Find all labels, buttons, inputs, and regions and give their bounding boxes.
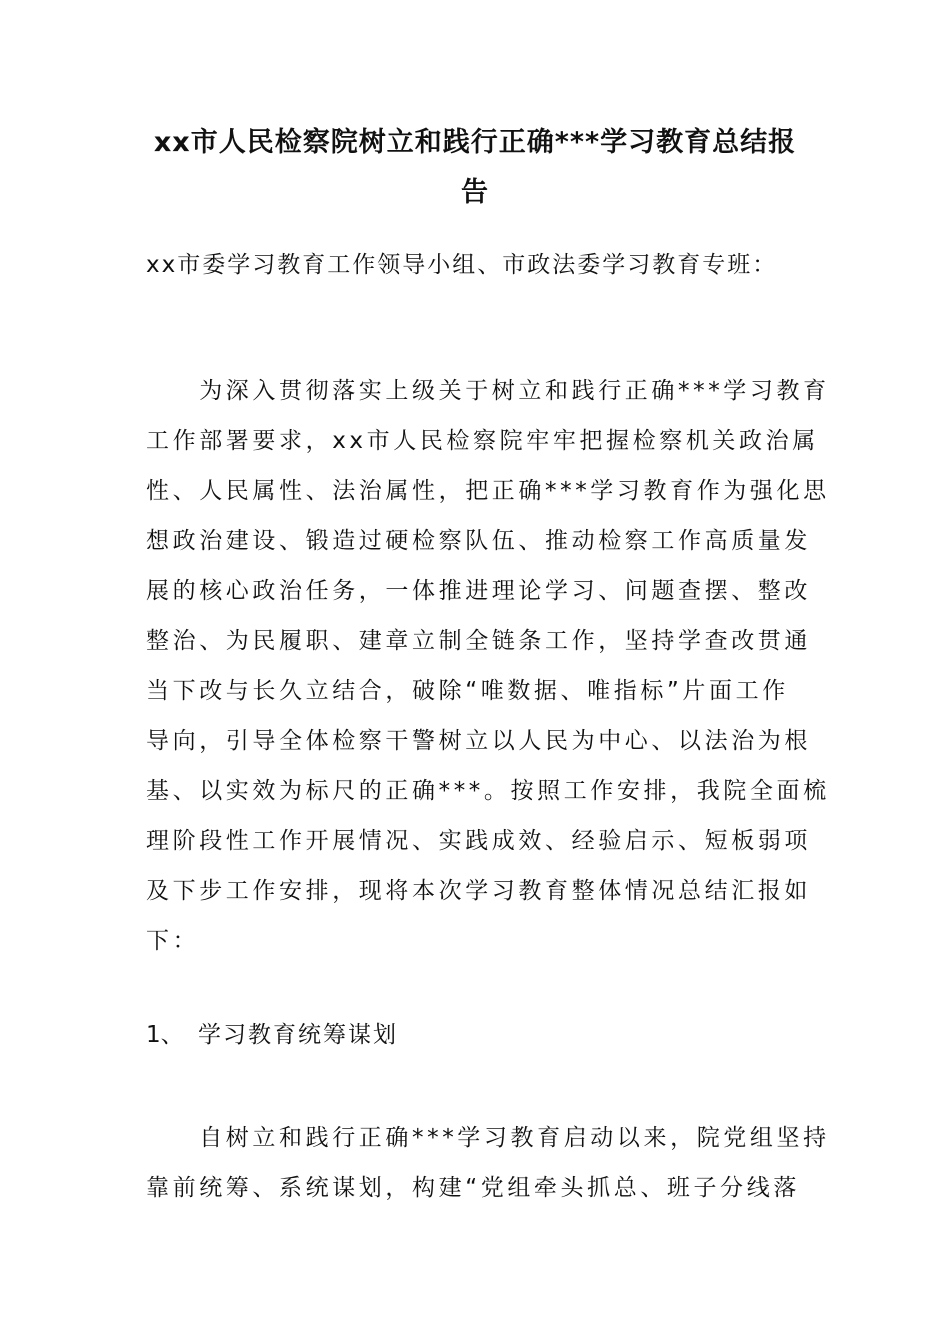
section-title: 学习教育统筹谋划 bbox=[198, 1022, 398, 1048]
section-heading bbox=[146, 1018, 398, 1052]
paragraph-line: 自树立和践行正确***学习教育启动以来，院党组坚持 bbox=[146, 1125, 830, 1151]
section-number: 1、 bbox=[146, 1022, 184, 1048]
paragraph-line: 性、人民属性、法治属性，把正确***学习教育作为强化思 bbox=[146, 478, 830, 504]
paragraph-line: 导向，引导全体检察干警树立以人民为中心、以法治为根 bbox=[146, 728, 811, 754]
paragraph-line: 理阶段性工作开展情况、实践成效、经验启示、短板弱项 bbox=[146, 828, 811, 854]
paragraph-line: 整治、为民履职、建章立制全链条工作，坚持学查改贯通 bbox=[146, 628, 811, 654]
title-line: 告 bbox=[461, 177, 489, 208]
paragraph-intro bbox=[146, 366, 830, 966]
paragraph-line: 及下步工作安排，现将本次学习教育整体情况总结汇报如 bbox=[146, 878, 811, 904]
salutation: xx市委学习教育工作领导小组、市政法委学习教育专班： bbox=[146, 252, 778, 278]
title-line: xx市人民检察院树立和践行正确***学习教育总结报 bbox=[153, 127, 797, 158]
paragraph-line: 展的核心政治任务，一体推进理论学习、问题查摆、整改 bbox=[146, 578, 811, 604]
paragraph-line: 靠前统筹、系统谋划，构建“党组牵头抓总、班子分线落 bbox=[146, 1175, 800, 1201]
paragraph-line: 为深入贯彻落实上级关于树立和践行正确***学习教育 bbox=[146, 378, 830, 404]
document-title bbox=[140, 118, 810, 218]
paragraph-line: 想政治建设、锻造过硬检察队伍、推动检察工作高质量发 bbox=[146, 528, 811, 554]
paragraph-line: 下： bbox=[146, 928, 200, 954]
paragraph-line: 当下改与长久立结合，破除“唯数据、唯指标”片面工作 bbox=[146, 678, 789, 704]
paragraph-section1 bbox=[146, 1113, 830, 1213]
paragraph-line: 工作部署要求，xx市人民检察院牢牢把握检察机关政治属 bbox=[146, 428, 819, 454]
paragraph-line: 基、以实效为标尺的正确***。按照工作安排，我院全面梳 bbox=[146, 778, 830, 804]
